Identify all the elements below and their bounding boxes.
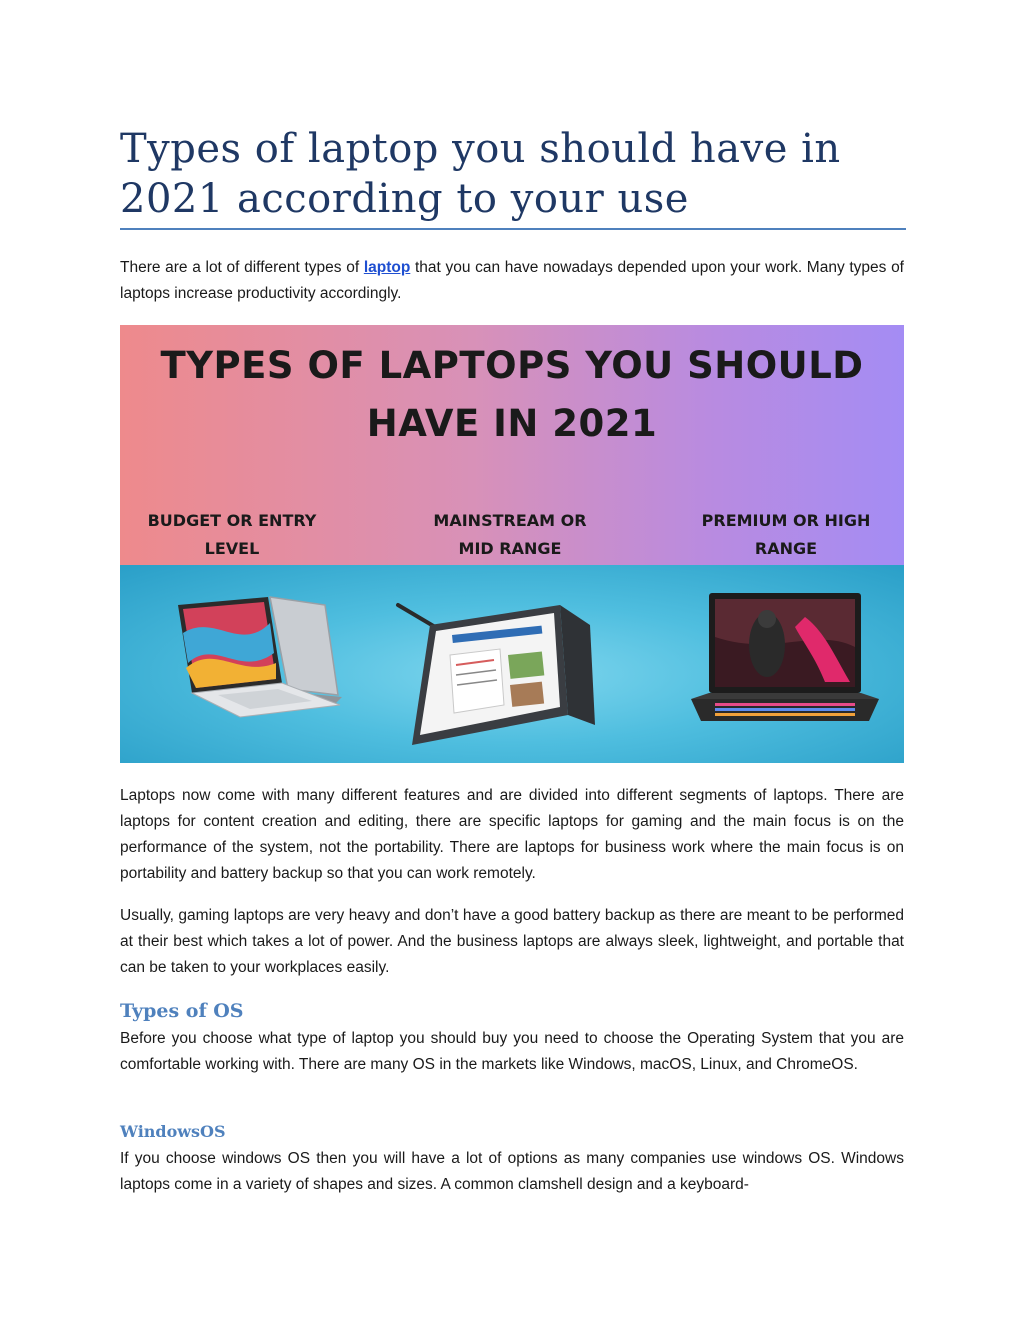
- segment-premium: [676, 507, 896, 563]
- intro-paragraph: [120, 255, 904, 307]
- segment-budget-line2: LEVEL: [204, 539, 260, 558]
- section-windows-text: If you choose windows OS then you will have a lot of options as many companies use windows OS. Windows laptops come in a variety of shapes and sizes. A common clamshell design and a keyboard-: [120, 1150, 904, 1193]
- budget-laptop-image: [120, 583, 360, 723]
- banner-heading-line1: TYPES OF LAPTOPS YOU SHOULD: [160, 344, 864, 387]
- segments-paragraph: Laptops now come with many different features and are divided into different segments of laptops. There are laptops for content creation and editing, there are specific laptops for gaming and the main focus is on the performance of the system, not the portability. There are laptops for business work where the main focus is on portability and battery backup so that you can work remotely.: [120, 787, 904, 882]
- banner-heading: [120, 337, 904, 453]
- segment-premium-line1: PREMIUM OR HIGH: [701, 511, 871, 530]
- intro-text-after: that you can have nowadays depended upon your work. Many types of laptops increase productivity accordingly.: [120, 259, 904, 302]
- section-windows-heading: WindowsOS: [120, 1122, 226, 1141]
- segment-budget: [122, 507, 342, 563]
- premium-laptop-image: [685, 587, 885, 729]
- laptop-types-banner: [120, 325, 904, 763]
- banner-heading-line2: HAVE IN 2021: [366, 402, 658, 445]
- laptop-link[interactable]: laptop: [363, 259, 411, 276]
- segment-mainstream-line1: MAINSTREAM OR: [433, 511, 587, 530]
- section-os-heading: Types of OS: [120, 1000, 244, 1022]
- document-title: Types of laptop you should have in 2021 according to your use: [120, 126, 841, 222]
- section-os-text: Before you choose what type of laptop you should buy you need to choose the Operating System that you are comfortable working with. There are many OS in the markets like Windows, macOS, Linux, and ChromeOS.: [120, 1030, 904, 1073]
- mainstream-laptop-image: [390, 595, 620, 750]
- segment-premium-line2: RANGE: [754, 539, 818, 558]
- title-underline: [120, 228, 906, 230]
- intro-text-before: There are a lot of different types of: [120, 259, 364, 276]
- segment-budget-line1: BUDGET OR ENTRY: [147, 511, 317, 530]
- segment-mainstream: [400, 507, 620, 563]
- gaming-business-paragraph: Usually, gaming laptops are very heavy and don’t have a good battery backup as there are meant to be performed at their best which takes a lot of power. And the business laptops are always sleek, lightweight, and portable that can be taken to your workplaces easily.: [120, 907, 904, 976]
- segment-mainstream-line2: MID RANGE: [458, 539, 562, 558]
